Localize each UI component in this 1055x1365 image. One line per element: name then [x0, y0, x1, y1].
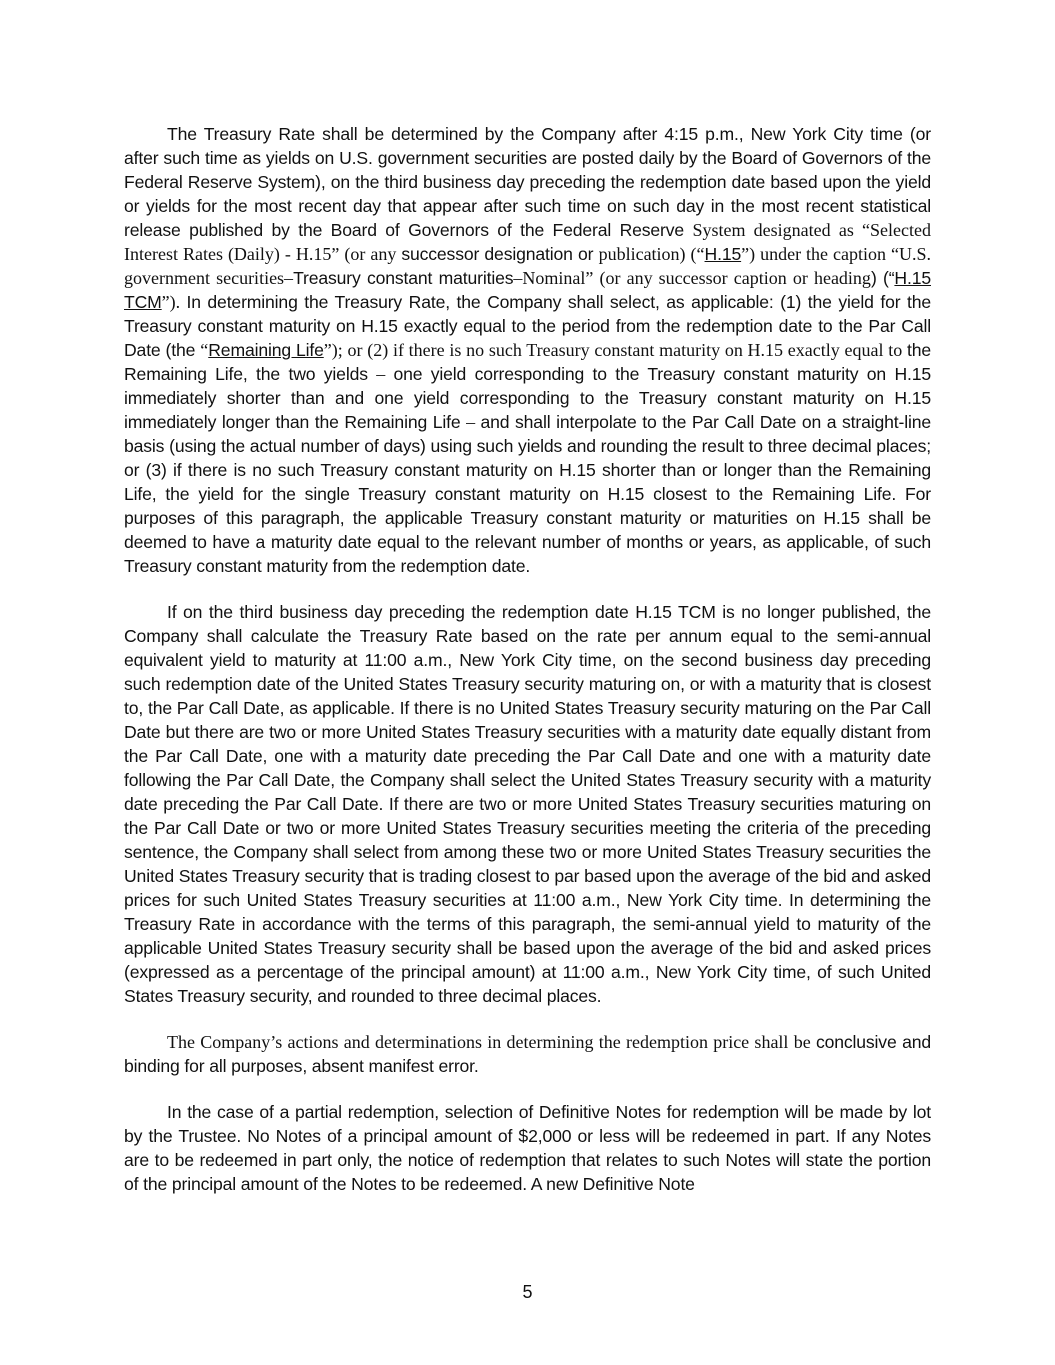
text-run: System designated as “Selected Interest Rates (Daily) - H.15” (or any [124, 220, 932, 264]
text-run: ”) under the caption “U.S. government securities– [124, 244, 932, 288]
text-run: “ [200, 340, 209, 360]
document-page [124, 122, 931, 1218]
paragraph-partial-redemption: In the case of a partial redemption, selection of Definitive Notes for redemption will be made by lot by the Trustee. No Notes of a principal amount of $2,000 or less will be redeemed in part. If any Notes are to be redeemed in part only, the notice of redemption that relates to such Notes will state the portion of the principal amount of the Notes to be redeemed. A new Definitive Note [124, 1102, 931, 1194]
text-run: publication) (“ [598, 244, 705, 264]
text-run: ”); or (2) if there is no such Treasury constant maturity on H.15 exactly equal to [323, 340, 907, 360]
text-run: conclusive and binding for all purposes, absent manifest error. [124, 1032, 931, 1076]
defined-term-h15-tcm: H.15 TCM [124, 268, 931, 312]
paragraph-h15-tcm-not-published: If on the third business day preceding the redemption date H.15 TCM is no longer published, the Company shall calculate the Treasury Rate based on the rate per annum equal to the semi-annual equivalent yield to maturity at 11:00 a.m., New York City time, on the second business day preceding such redemption date of the United States Treasury security maturing on, or with a maturity that is closest to, the Par Call Date, as applicable. If there is no United States Treasury security maturing on the Par Call Date but there are two or more United States Treasury securities with a maturity date equally distant from the Par Call Date, one with a maturity date preceding the Par Call Date and one with a maturity date following the Par Call Date, the Company shall select the United States Treasury security with a maturity date preceding the Par Call Date. If there are two or more United States Treasury securities maturing on the Par Call Date or two or more United States Treasury securities meeting the criteria of the preceding sentence, the Company shall select from among these two or more United States Treasury securities the United States Treasury security that is trading closest to par based upon the average of the bid and asked prices for such United States Treasury securities at 11:00 a.m., New York City time. In determining the Treasury Rate in accordance with the terms of this paragraph, the semi-annual yield to maturity of the applicable United States Treasury security shall be based upon the average of the bid and asked prices (expressed as a percentage of the principal amount) at 11:00 a.m., New York City time, of such United States Treasury security, and rounded to three decimal places. [124, 602, 931, 1006]
defined-term-h15: H.15 [704, 244, 742, 264]
text-run: In determining the Treasury Rate, the Company shall select, as applicable: (1) the yield for the Treasury constant maturity on H.15 exactly equal to the period from the redemption date to the Par Call Date (the [124, 292, 931, 360]
defined-term-remaining-life: Remaining Life [208, 340, 324, 360]
paragraph-determinations-conclusive [124, 1030, 931, 1078]
text-run: ”). [161, 292, 187, 312]
text-run: – [376, 364, 394, 384]
text-run: – [466, 412, 481, 432]
text-run: The Company’s actions and determinations in determining the redemption price shall be [167, 1032, 816, 1052]
text-run: successor designation or [401, 244, 599, 264]
text-run: the Remaining Life, the two yields [124, 340, 931, 384]
text-run: Treasury constant maturities [293, 268, 514, 288]
paragraph-treasury-rate [124, 122, 931, 578]
text-run: The Treasury Rate shall be determined by the Company after 4:15 p.m., New York City time (or after such time as yields on U.S. government securities are posted daily by the Board of Governors of the Federal Reserve System), on the third business day preceding the redemption date based upon the yield or yields for the most recent day that appear after such time on such day in the most recent statistical release published by the Board of Governors of the Federal Reserve [124, 124, 931, 240]
text-run: –Nominal” (or any successor caption or heading [513, 268, 871, 288]
text-run: and shall interpolate to the Par Call Date on a straight-line basis (using the actual number of days) using such yields and rounding the result to three decimal places; or (3) if there is no such Treasury constant maturity on H.15 shorter than or longer than the Remaining Life, the yield for the single Treasury constant maturity on H.15 closest to the Remaining Life. For purposes of this paragraph, the applicable Treasury constant maturity or maturities on H.15 shall be deemed to have a maturity date equal to the relevant number of months or years, as applicable, of such Treasury constant maturity from the redemption date. [124, 412, 932, 576]
text-run: ) (“ [870, 268, 895, 288]
page-number: 5 [522, 1282, 533, 1302]
text-run: one yield corresponding to the Treasury constant maturity on H.15 immediately shorter than and one yield corresponding to the Treasury constant maturity on H.15 immediately longer than the Remaining Life [124, 364, 932, 432]
